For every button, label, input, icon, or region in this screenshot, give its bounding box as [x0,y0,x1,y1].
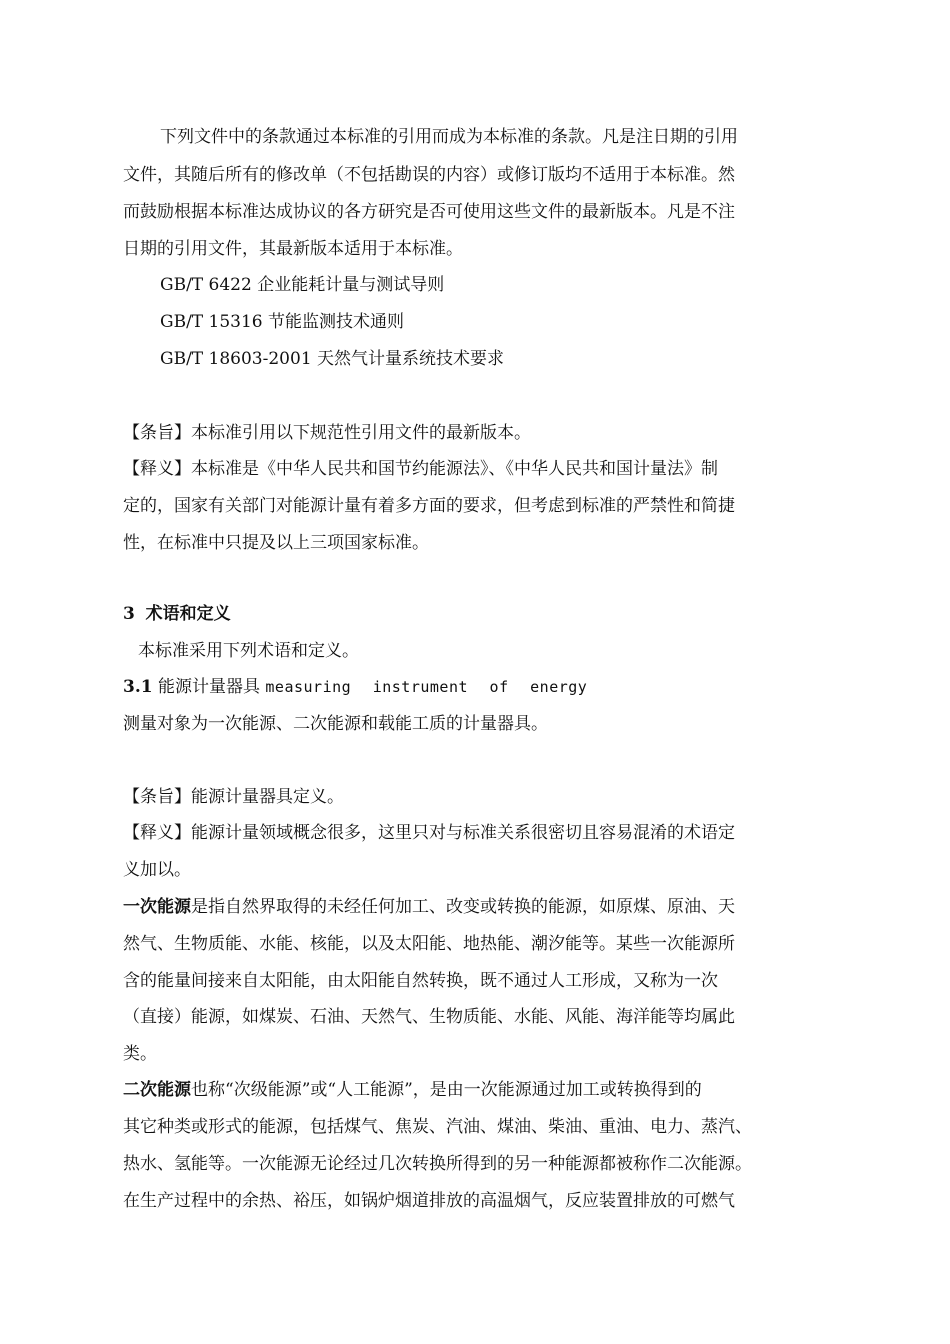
primary-energy-line-2: 然气、生物质能、水能、核能，以及太阳能、地热能、潮汐能等。某些一次能源所 [123,934,735,954]
intro-line-1: 下列文件中的条款通过本标准的引用而成为本标准的条款。凡是注日期的引用 [160,127,738,147]
reference-item: GB/T 18603-2001 天然气计量系统技术要求 [160,349,505,369]
intro-line-4: 日期的引用文件，其最新版本适用于本标准。 [123,239,463,259]
secondary-energy-line-3: 热水、氢能等。一次能源无论经过几次转换所得到的另一种能源都被称作二次能源。 [123,1154,752,1174]
explanation-2-line-1: 【释义】能源计量领域概念很多，这里只对与标准关系很密切且容易混淆的术语定 [123,823,735,843]
explanation-2-line-2: 义加以。 [123,860,191,880]
term-definition: 测量对象为一次能源、二次能源和载能工质的计量器具。 [123,714,548,734]
primary-energy-line-4: （直接）能源，如煤炭、石油、天然气、生物质能、水能、风能、海洋能等均属此 [123,1007,735,1027]
secondary-energy-term: 二次能源 [123,1080,191,1100]
section-title: 术语和定义 [145,604,231,624]
primary-energy-line-1: 一次能源是指自然界取得的未经任何加工、改变或转换的能源，如原煤、原油、天 [123,897,735,917]
secondary-energy-line-2: 其它种类或形式的能源，包括煤气、焦炭、汽油、煤油、柴油、重油、电力、蒸汽、 [123,1117,752,1137]
explanation-1-line-1: 【释义】本标准是《中华人民共和国节约能源法》、《中华人民共和国计量法》制 [123,459,718,479]
intro-line-2: 文件，其随后所有的修改单（不包括勘误的内容）或修订版均不适用于本标准。然 [123,165,735,185]
section-heading [123,603,231,625]
secondary-energy-line-1: 二次能源也称“次级能源”或“人工能源”，是由一次能源通过加工或转换得到的 [123,1080,702,1100]
reference-item: GB/T 15316 节能监测技术通则 [160,312,405,332]
purpose-note-2: 【条旨】能源计量器具定义。 [123,787,344,807]
primary-energy-term: 一次能源 [123,897,191,917]
term-chinese: 能源计量器具 [157,677,260,697]
term-english: measuring instrument of energy [265,678,588,696]
section-intro: 本标准采用下列术语和定义。 [138,641,359,661]
primary-energy-line-5: 类。 [123,1044,157,1064]
term-number: 3.1 [123,677,153,697]
purpose-note-1: 【条旨】本标准引用以下规范性引用文件的最新版本。 [123,423,531,443]
primary-energy-line-3: 含的能量间接来自太阳能，由太阳能自然转换，既不通过人工形成，又称为一次 [123,971,718,991]
reference-item: GB/T 6422 企业能耗计量与测试导则 [160,275,445,295]
explanation-1-line-3: 性，在标准中只提及以上三项国家标准。 [123,533,429,553]
secondary-energy-line-4: 在生产过程中的余热、裕压，如锅炉烟道排放的高温烟气，反应装置排放的可燃气 [123,1191,735,1211]
intro-line-3: 而鼓励根据本标准达成协议的各方研究是否可使用这些文件的最新版本。凡是不注 [123,202,735,222]
explanation-1-line-2: 定的，国家有关部门对能源计量有着多方面的要求，但考虑到标准的严禁性和简捷 [123,496,735,516]
section-number: 3 [123,604,135,624]
term-heading [123,676,587,698]
